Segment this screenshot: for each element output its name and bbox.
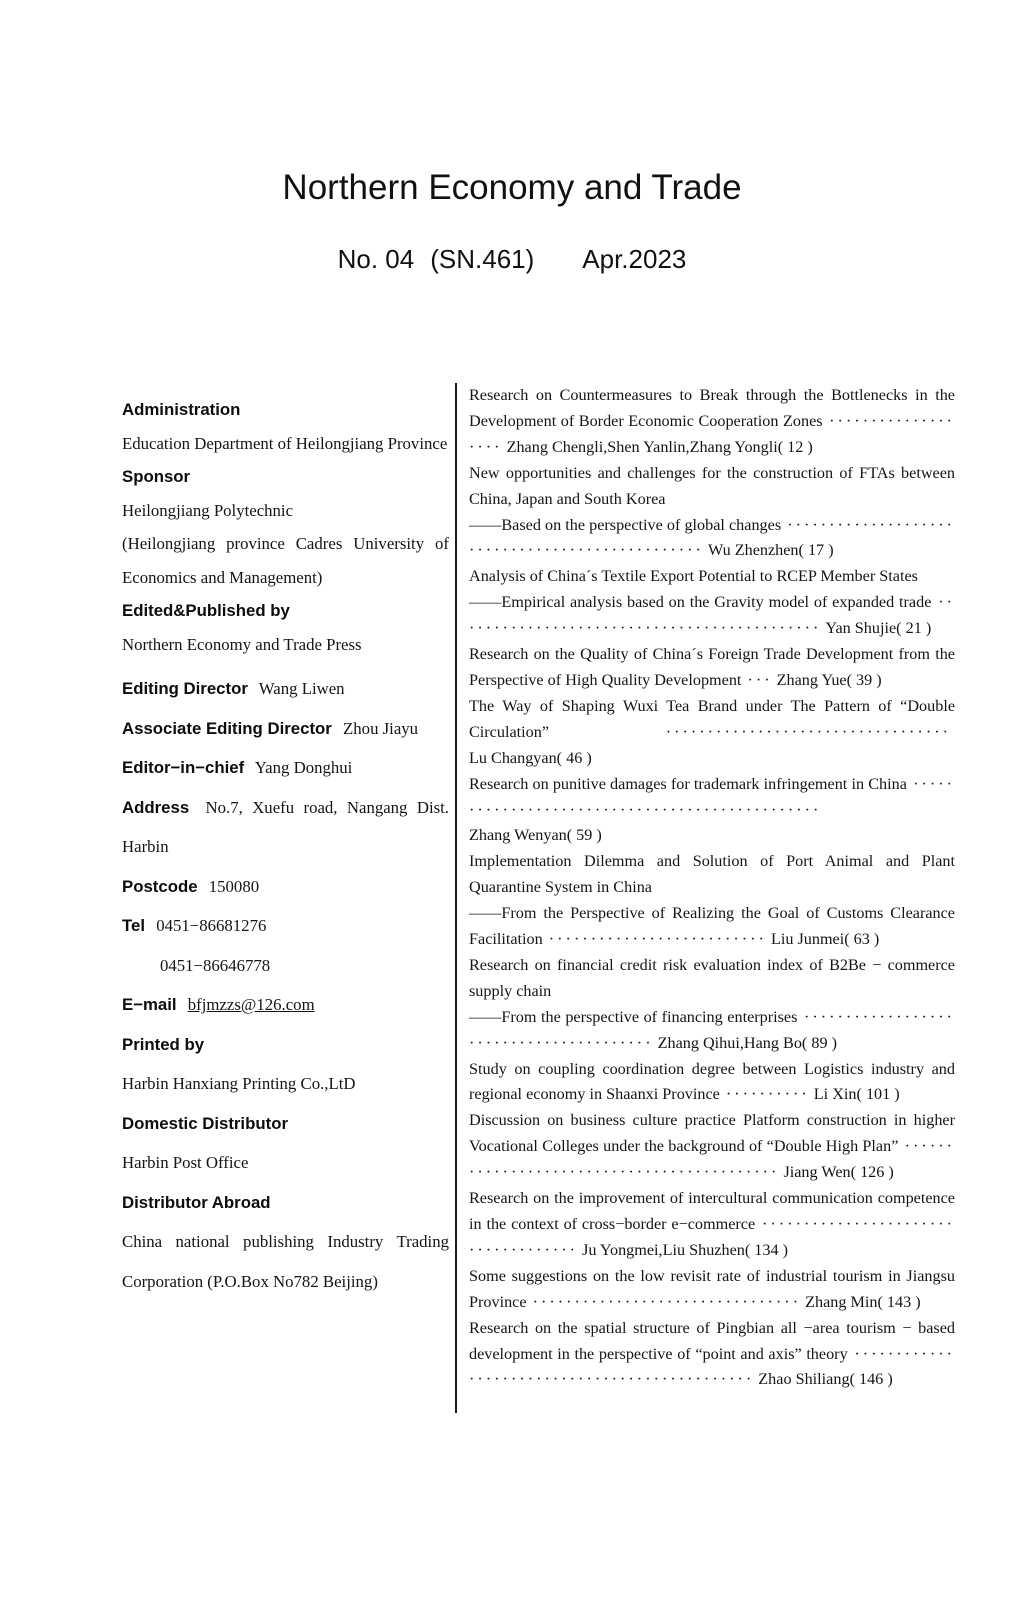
- info-label: Distributor Abroad: [122, 1192, 271, 1212]
- info-value-secondary: (Heilongjiang province Cadres University of Economics and Management): [122, 534, 449, 587]
- info-entry: [122, 906, 449, 985]
- article-title: Research on Countermeasures to Break through the Bottlenecks in the Development of Border Economic Cooperation Zones: [469, 386, 955, 430]
- article-page: ( 89 ): [801, 1033, 837, 1052]
- dot-leader: ···················: [469, 411, 955, 456]
- info-value: No.7, Xuefu road, Nangang Dist. Harbin: [122, 797, 449, 856]
- article-title: Study on coupling coordination degree between Logistics industry and regional economy in Shaanxi Province: [469, 1059, 955, 1104]
- info-label: Edited&Published by: [122, 601, 290, 620]
- toc-entry: [469, 1264, 955, 1316]
- article-authors: Yan Shujie: [825, 619, 897, 638]
- article-authors: Zhang Yue: [776, 670, 847, 689]
- publication-info-column: [122, 383, 455, 1413]
- article-subtitle: ——From the perspective of financing enterprises: [469, 1007, 798, 1026]
- info-value: Heilongjiang Polytechnic: [122, 500, 294, 520]
- dot-leader: ································: [532, 1292, 802, 1311]
- article-subtitle: ——Based on the perspective of global changes: [469, 515, 782, 534]
- article-authors: Zhang Chengli,Shen Yanlin,Zhang Yongli: [506, 437, 778, 456]
- info-value: China national publishing Industry Trading Corporation (P.O.Box No782 Beijing): [122, 1232, 449, 1291]
- content-columns: [122, 383, 955, 1413]
- info-label: Editor−in−chief: [122, 758, 245, 777]
- dot-leader: ··························: [548, 930, 767, 949]
- article-page: ( 17 ): [798, 541, 834, 560]
- journal-title: Northern Economy and Trade: [282, 168, 742, 207]
- table-of-contents-column: [455, 383, 955, 1413]
- info-entry: [122, 594, 449, 661]
- article-authors: Zhang Min: [805, 1292, 878, 1311]
- article-authors: Wu Zhenzhen: [707, 541, 799, 560]
- dot-leader: ················································: [469, 515, 956, 560]
- toc-entry: [469, 1316, 955, 1394]
- article-authors: Li Xin: [813, 1085, 857, 1104]
- dot-leader: ··············································: [469, 1344, 955, 1389]
- article-page: ( 46 ): [556, 748, 592, 767]
- info-entry: [122, 788, 449, 867]
- article-title: Some suggestions on the low revisit rate of industrial tourism in Jiangsu Province: [469, 1266, 955, 1311]
- article-title: Discussion on business culture practice Platform construction in higher Vocational Colleges under the background of “Double High Plan”: [469, 1111, 955, 1156]
- info-entry: [122, 985, 449, 1025]
- article-authors: Lu Changyan: [469, 748, 557, 767]
- article-title: Research on financial credit risk evaluation index of B2Be − commerce supply chain: [469, 955, 955, 1000]
- article-page: ( 63 ): [844, 930, 880, 949]
- info-value: Yang Donghui: [254, 758, 353, 777]
- info-value: Northern Economy and Trade Press: [122, 634, 362, 654]
- info-entry: [122, 867, 449, 907]
- article-authors: Liu Junmei: [770, 930, 845, 949]
- article-page: ( 59 ): [566, 826, 602, 845]
- dot-leader: ····································: [469, 1215, 955, 1259]
- info-value: Harbin Hanxiang Printing Co.,LtD: [122, 1074, 356, 1093]
- article-title: Implementation Dilemma and Solution of Port Animal and Plant Quarantine System in China: [469, 852, 955, 897]
- info-value: Wang Liwen: [258, 679, 345, 698]
- toc-entry: [469, 849, 955, 953]
- journal-contents-page: [0, 168, 1024, 1616]
- article-title: New opportunities and challenges for the construction of FTAs between China, Japan and South Korea: [469, 463, 955, 508]
- toc-entry: [469, 1057, 955, 1109]
- toc-entry: [469, 694, 955, 772]
- article-page: ( 126 ): [850, 1163, 894, 1182]
- toc-entry: [469, 383, 955, 461]
- dot-leader: ··········: [725, 1085, 810, 1104]
- info-value: bfjmzzs@126.com: [187, 995, 315, 1014]
- article-title: Research on punitive damages for trademark infringement in China: [469, 774, 907, 793]
- info-label: E−mail: [122, 995, 177, 1014]
- issue-date: Apr.2023: [582, 244, 687, 274]
- article-title: Research on the Quality of China´s Foreign Trade Development from the Perspective of High Quality Development: [469, 645, 955, 689]
- publication-info-top: [122, 393, 449, 661]
- info-value: Harbin Post Office: [122, 1153, 249, 1172]
- info-label: Postcode: [122, 876, 198, 896]
- article-page: ( 146 ): [849, 1370, 893, 1389]
- info-entry: [122, 1025, 449, 1104]
- toc-entry: [469, 564, 955, 642]
- article-subtitle: ——Empirical analysis based on the Gravity model of expanded trade: [469, 593, 932, 612]
- toc-entry: [469, 1108, 955, 1186]
- info-entry: [122, 748, 449, 788]
- toc-fill: [547, 930, 880, 948]
- info-value: Education Department of Heilongjiang Province: [122, 433, 448, 453]
- article-page: ( 12 ): [777, 437, 813, 456]
- dot-leader: ············································: [469, 593, 955, 638]
- toc-entry: [469, 1186, 955, 1264]
- info-label: Domestic Distributor: [122, 1113, 288, 1133]
- info-entry: [122, 393, 449, 460]
- info-label: Tel: [122, 916, 145, 935]
- serial-number: (SN.461): [430, 244, 535, 274]
- article-title: Analysis of China´s Textile Export Potential to RCEP Member States: [469, 567, 918, 586]
- article-page: ( 101 ): [856, 1085, 900, 1104]
- publication-info-bottom: [122, 669, 449, 1301]
- info-value-secondary: 0451−86646778: [160, 955, 271, 975]
- article-authors: Zhang Qihui,Hang Bo: [657, 1033, 802, 1052]
- info-label: Editing Director: [122, 679, 248, 698]
- issue-line: [0, 244, 1024, 275]
- dot-leader: ···············································: [469, 774, 956, 819]
- toc-list: [469, 383, 955, 1393]
- info-value: 150080: [208, 876, 260, 896]
- info-entry: [122, 709, 449, 749]
- info-label: Associate Editing Director: [122, 718, 332, 738]
- info-entry: [122, 1104, 449, 1183]
- toc-entry: [469, 772, 955, 850]
- info-label: Sponsor: [122, 467, 191, 486]
- toc-entry: [469, 953, 955, 1057]
- toc-fill: [724, 1085, 900, 1103]
- dot-leader: ········································: [469, 1007, 956, 1052]
- article-authors: Zhang Wenyan: [469, 826, 567, 845]
- toc-fill: [531, 1293, 921, 1311]
- article-authors: Zhao Shiliang: [758, 1370, 850, 1389]
- info-entry: [122, 669, 449, 709]
- info-label: Administration: [122, 400, 241, 419]
- article-page: ( 134 ): [744, 1240, 789, 1259]
- info-entry: [122, 1183, 449, 1302]
- dot-leader: ···········································: [469, 1137, 955, 1182]
- article-page: ( 39 ): [846, 670, 882, 689]
- article-title: The Way of Shaping Wuxi Tea Brand under The Pattern of “Double Circulation”: [469, 696, 955, 741]
- toc-entry: [469, 642, 955, 694]
- toc-entry: [469, 461, 955, 565]
- dot-leader: ···: [747, 670, 773, 689]
- dot-leader: ··································: [665, 722, 951, 741]
- article-title: Research on the spatial structure of Pingbian all −area tourism − based development in the perspective of “point and axis” theory: [469, 1318, 955, 1363]
- info-label: Address: [122, 797, 190, 817]
- info-entry: [122, 460, 449, 594]
- article-page: ( 143 ): [877, 1292, 921, 1311]
- info-label: Printed by: [122, 1034, 205, 1054]
- issue-number: No. 04: [337, 244, 415, 274]
- article-authors: Jiang Wen: [783, 1163, 851, 1182]
- masthead: [0, 168, 1024, 275]
- article-authors: Ju Yongmei,Liu Shuzhen: [582, 1240, 745, 1259]
- article-subtitle: ——From the Perspective of Realizing the Goal of Customs Clearance Facilitation: [469, 904, 955, 949]
- article-title: Research on the improvement of intercultural communication competence in the context of cross−border e−commerce: [469, 1189, 955, 1233]
- article-page: ( 21 ): [896, 619, 932, 638]
- toc-fill: [745, 671, 881, 689]
- info-value: 0451−86681276: [156, 916, 267, 935]
- info-value: Zhou Jiayu: [343, 718, 419, 738]
